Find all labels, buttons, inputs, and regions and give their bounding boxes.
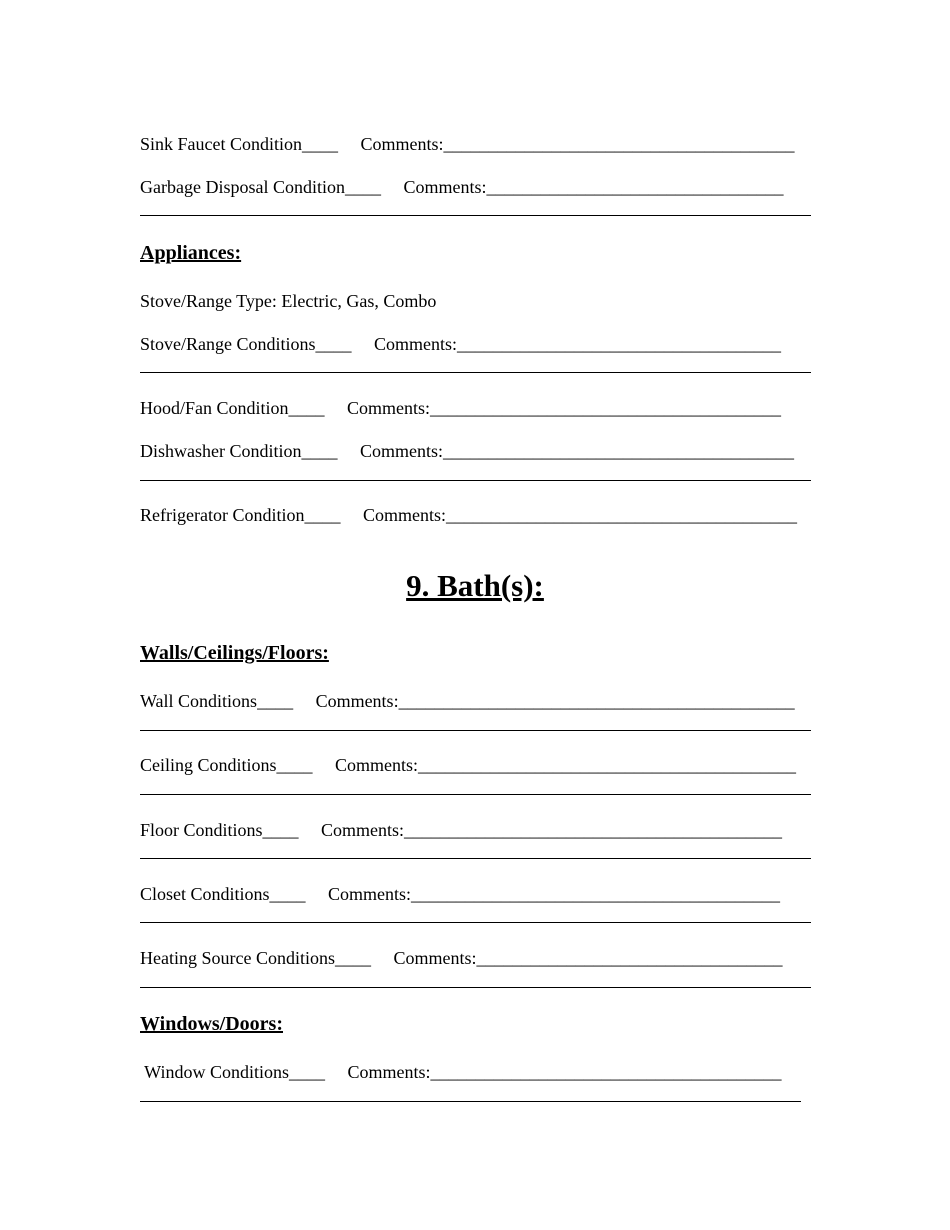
- condition-blank[interactable]: ____: [257, 691, 294, 711]
- comments-label: Comments:: [374, 334, 458, 354]
- comments-label: Comments:: [328, 884, 412, 904]
- comment-field[interactable]: _________________________________: [486, 177, 784, 197]
- comment-field[interactable]: _______________________________________: [443, 134, 795, 154]
- row-label: Sink Faucet Condition: [140, 134, 302, 154]
- condition-blank[interactable]: ____: [262, 820, 299, 840]
- comments-label: Comments:: [315, 691, 399, 711]
- stove-type-line: Stove/Range Type: Electric, Gas, Combo: [140, 291, 437, 311]
- comment-continuation-line[interactable]: [140, 372, 811, 373]
- comments-label: Comments:: [321, 820, 405, 840]
- row-label: Wall Conditions: [140, 691, 258, 711]
- row-label: Window Conditions: [140, 1062, 289, 1082]
- floor-conditions-row: [140, 819, 812, 841]
- comment-continuation-line[interactable]: [140, 987, 811, 988]
- comment-continuation-line[interactable]: [140, 730, 811, 731]
- comments-label: Comments:: [347, 398, 431, 418]
- comment-continuation-line[interactable]: [140, 480, 811, 481]
- comment-field[interactable]: _______________________________________: [445, 505, 797, 525]
- appliances-heading: Appliances:: [140, 242, 242, 264]
- condition-blank[interactable]: ____: [334, 948, 371, 968]
- refrigerator-row: [140, 504, 812, 526]
- comment-field[interactable]: __________________________________: [476, 948, 783, 968]
- comment-field[interactable]: _______________________________________: [430, 398, 782, 418]
- wall-conditions-row: [140, 690, 812, 712]
- comment-continuation-line[interactable]: [140, 794, 811, 795]
- comment-continuation-line[interactable]: [140, 858, 811, 859]
- condition-blank[interactable]: ____: [302, 134, 338, 154]
- comments-label: Comments:: [362, 505, 446, 525]
- row-label: Stove/Range Conditions: [140, 334, 316, 354]
- row-label: Hood/Fan Condition: [140, 398, 289, 418]
- ceiling-conditions-row: [140, 754, 812, 776]
- comment-field[interactable]: ____________________________________________: [398, 691, 795, 711]
- comments-label: Comments:: [360, 441, 444, 461]
- comment-field[interactable]: __________________________________________: [404, 820, 783, 840]
- comments-label: Comments:: [347, 1062, 431, 1082]
- comments-label: Comments:: [335, 755, 419, 775]
- row-label: Floor Conditions: [140, 820, 263, 840]
- garbage-disposal-row: [140, 176, 812, 198]
- row-label: Heating Source Conditions: [140, 948, 335, 968]
- condition-blank[interactable]: ____: [344, 177, 381, 197]
- comment-continuation-line[interactable]: [140, 1101, 801, 1102]
- condition-blank[interactable]: ____: [269, 884, 306, 904]
- row-label: Refrigerator Condition: [140, 505, 305, 525]
- row-label: Dishwasher Condition: [140, 441, 302, 461]
- comment-field[interactable]: __________________________________________: [418, 755, 797, 775]
- comment-continuation-line[interactable]: [140, 922, 811, 923]
- window-conditions-row: [140, 1061, 812, 1083]
- row-label: Garbage Disposal Condition: [140, 177, 345, 197]
- condition-blank[interactable]: ____: [288, 1062, 325, 1082]
- hood-fan-row: [140, 397, 812, 419]
- row-label: Closet Conditions: [140, 884, 270, 904]
- dishwasher-row: [140, 440, 812, 462]
- comment-continuation-line[interactable]: [140, 215, 811, 216]
- stove-range-row: [140, 333, 812, 355]
- comments-label: Comments:: [403, 177, 487, 197]
- condition-blank[interactable]: ____: [315, 334, 352, 354]
- sink-faucet-row: [140, 133, 812, 155]
- closet-conditions-row: [140, 883, 812, 905]
- comment-field[interactable]: _______________________________________: [443, 441, 795, 461]
- bath-section-title: 9. Bath(s):: [406, 568, 544, 603]
- walls-ceilings-floors-heading: Walls/Ceilings/Floors:: [140, 642, 329, 664]
- condition-blank[interactable]: ____: [301, 441, 338, 461]
- condition-blank[interactable]: ____: [304, 505, 341, 525]
- comments-label: Comments:: [393, 948, 477, 968]
- comments-label: Comments:: [360, 134, 444, 154]
- comment-field[interactable]: _______________________________________: [430, 1062, 782, 1082]
- windows-doors-heading: Windows/Doors:: [140, 1013, 283, 1035]
- row-label: Ceiling Conditions: [140, 755, 277, 775]
- condition-blank[interactable]: ____: [276, 755, 313, 775]
- comment-field[interactable]: _________________________________________: [411, 884, 781, 904]
- heating-source-row: [140, 947, 812, 969]
- comment-field[interactable]: ____________________________________: [457, 334, 782, 354]
- condition-blank[interactable]: ____: [288, 398, 325, 418]
